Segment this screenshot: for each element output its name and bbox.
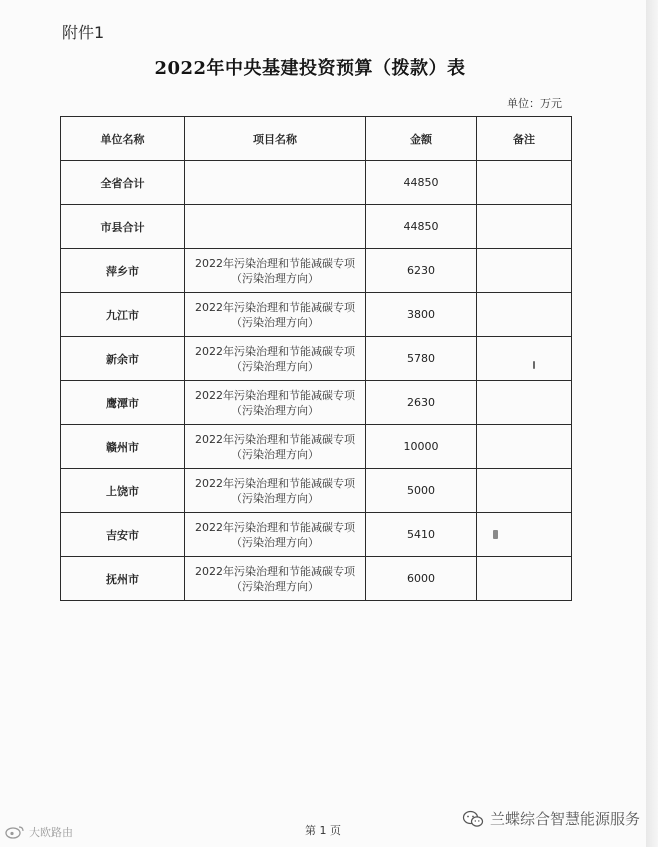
- table-header-row: [61, 117, 572, 161]
- row-project: [185, 425, 366, 469]
- row-note: [477, 205, 572, 249]
- table-row: [61, 293, 572, 337]
- project-line-2: （污染治理方向）: [231, 579, 319, 593]
- row-note: [477, 249, 572, 293]
- project-line-2: （污染治理方向）: [231, 403, 319, 417]
- row-unit: 新余市: [61, 337, 185, 381]
- row-unit: 鹰潭市: [61, 381, 185, 425]
- row-project: [185, 337, 366, 381]
- project-line-2: （污染治理方向）: [231, 447, 319, 461]
- row-unit: 九江市: [61, 293, 185, 337]
- row-note: [477, 513, 572, 557]
- row-project: [185, 381, 366, 425]
- page-number: 第 1 页: [305, 824, 341, 837]
- row-note: [477, 425, 572, 469]
- row-unit: 上饶市: [61, 469, 185, 513]
- watermark-right-text: 兰蝶综合智慧能源服务: [489, 810, 640, 828]
- table-row: [61, 337, 572, 381]
- weibo-icon: [4, 825, 26, 839]
- project-line-1: 2022年污染治理和节能减碳专项: [195, 432, 355, 446]
- row-amount: 2630: [366, 381, 477, 425]
- row-project: [185, 513, 366, 557]
- project-line-2: （污染治理方向）: [231, 535, 319, 549]
- row-note: [477, 161, 572, 205]
- document-title: 2022年中央基建投资预算（拨款）表: [154, 58, 466, 79]
- row-project: [185, 557, 366, 601]
- project-line-1: 2022年污染治理和节能减碳专项: [195, 344, 355, 358]
- unit-note: 单位：万元: [507, 97, 562, 110]
- table-row: [61, 557, 572, 601]
- row-amount: 3800: [366, 293, 477, 337]
- row-amount: 6000: [366, 557, 477, 601]
- project-line-2: （污染治理方向）: [231, 359, 319, 373]
- row-note: [477, 469, 572, 513]
- row-project: [185, 205, 366, 249]
- row-note: [477, 381, 572, 425]
- header-project-name: 项目名称: [185, 117, 366, 161]
- attachment-label: 附件1: [62, 23, 105, 42]
- row-project: [185, 469, 366, 513]
- project-line-1: 2022年污染治理和节能减碳专项: [195, 476, 355, 490]
- row-project: [185, 161, 366, 205]
- project-line-2: （污染治理方向）: [231, 491, 319, 505]
- budget-table: [60, 116, 572, 601]
- scan-edge: [646, 0, 658, 847]
- project-line-1: 2022年污染治理和节能减碳专项: [195, 564, 355, 578]
- row-unit: 吉安市: [61, 513, 185, 557]
- project-line-2: （污染治理方向）: [231, 315, 319, 329]
- row-project: [185, 249, 366, 293]
- row-amount: 5000: [366, 469, 477, 513]
- scan-speck: [533, 361, 535, 369]
- project-line-1: 2022年污染治理和节能减碳专项: [195, 300, 355, 314]
- row-unit: 萍乡市: [61, 249, 185, 293]
- table-row: [61, 469, 572, 513]
- row-unit: 抚州市: [61, 557, 185, 601]
- table-row: [61, 161, 572, 205]
- project-line-2: （污染治理方向）: [231, 271, 319, 285]
- row-note: [477, 337, 572, 381]
- project-line-1: 2022年污染治理和节能减碳专项: [195, 520, 355, 534]
- row-note: [477, 557, 572, 601]
- table-row: [61, 381, 572, 425]
- row-amount: 5780: [366, 337, 477, 381]
- table-row: [61, 249, 572, 293]
- project-line-1: 2022年污染治理和节能减碳专项: [195, 256, 355, 270]
- row-unit: 赣州市: [61, 425, 185, 469]
- row-amount: 10000: [366, 425, 477, 469]
- wechat-icon: [462, 810, 484, 828]
- project-line-1: 2022年污染治理和节能减碳专项: [195, 388, 355, 402]
- header-note: 备注: [477, 117, 572, 161]
- watermark-right: [462, 808, 640, 829]
- row-note: [477, 293, 572, 337]
- header-amount: 金额: [366, 117, 477, 161]
- row-amount: 5410: [366, 513, 477, 557]
- table-row: [61, 425, 572, 469]
- row-unit: 全省合计: [61, 161, 185, 205]
- watermark-left-text: 大欧路由: [29, 826, 73, 839]
- row-amount: 6230: [366, 249, 477, 293]
- watermark-left: [4, 824, 73, 840]
- row-amount: 44850: [366, 161, 477, 205]
- table-row: [61, 205, 572, 249]
- scan-speck: [493, 530, 498, 539]
- header-unit-name: 单位名称: [61, 117, 185, 161]
- row-amount: 44850: [366, 205, 477, 249]
- row-unit: 市县合计: [61, 205, 185, 249]
- row-project: [185, 293, 366, 337]
